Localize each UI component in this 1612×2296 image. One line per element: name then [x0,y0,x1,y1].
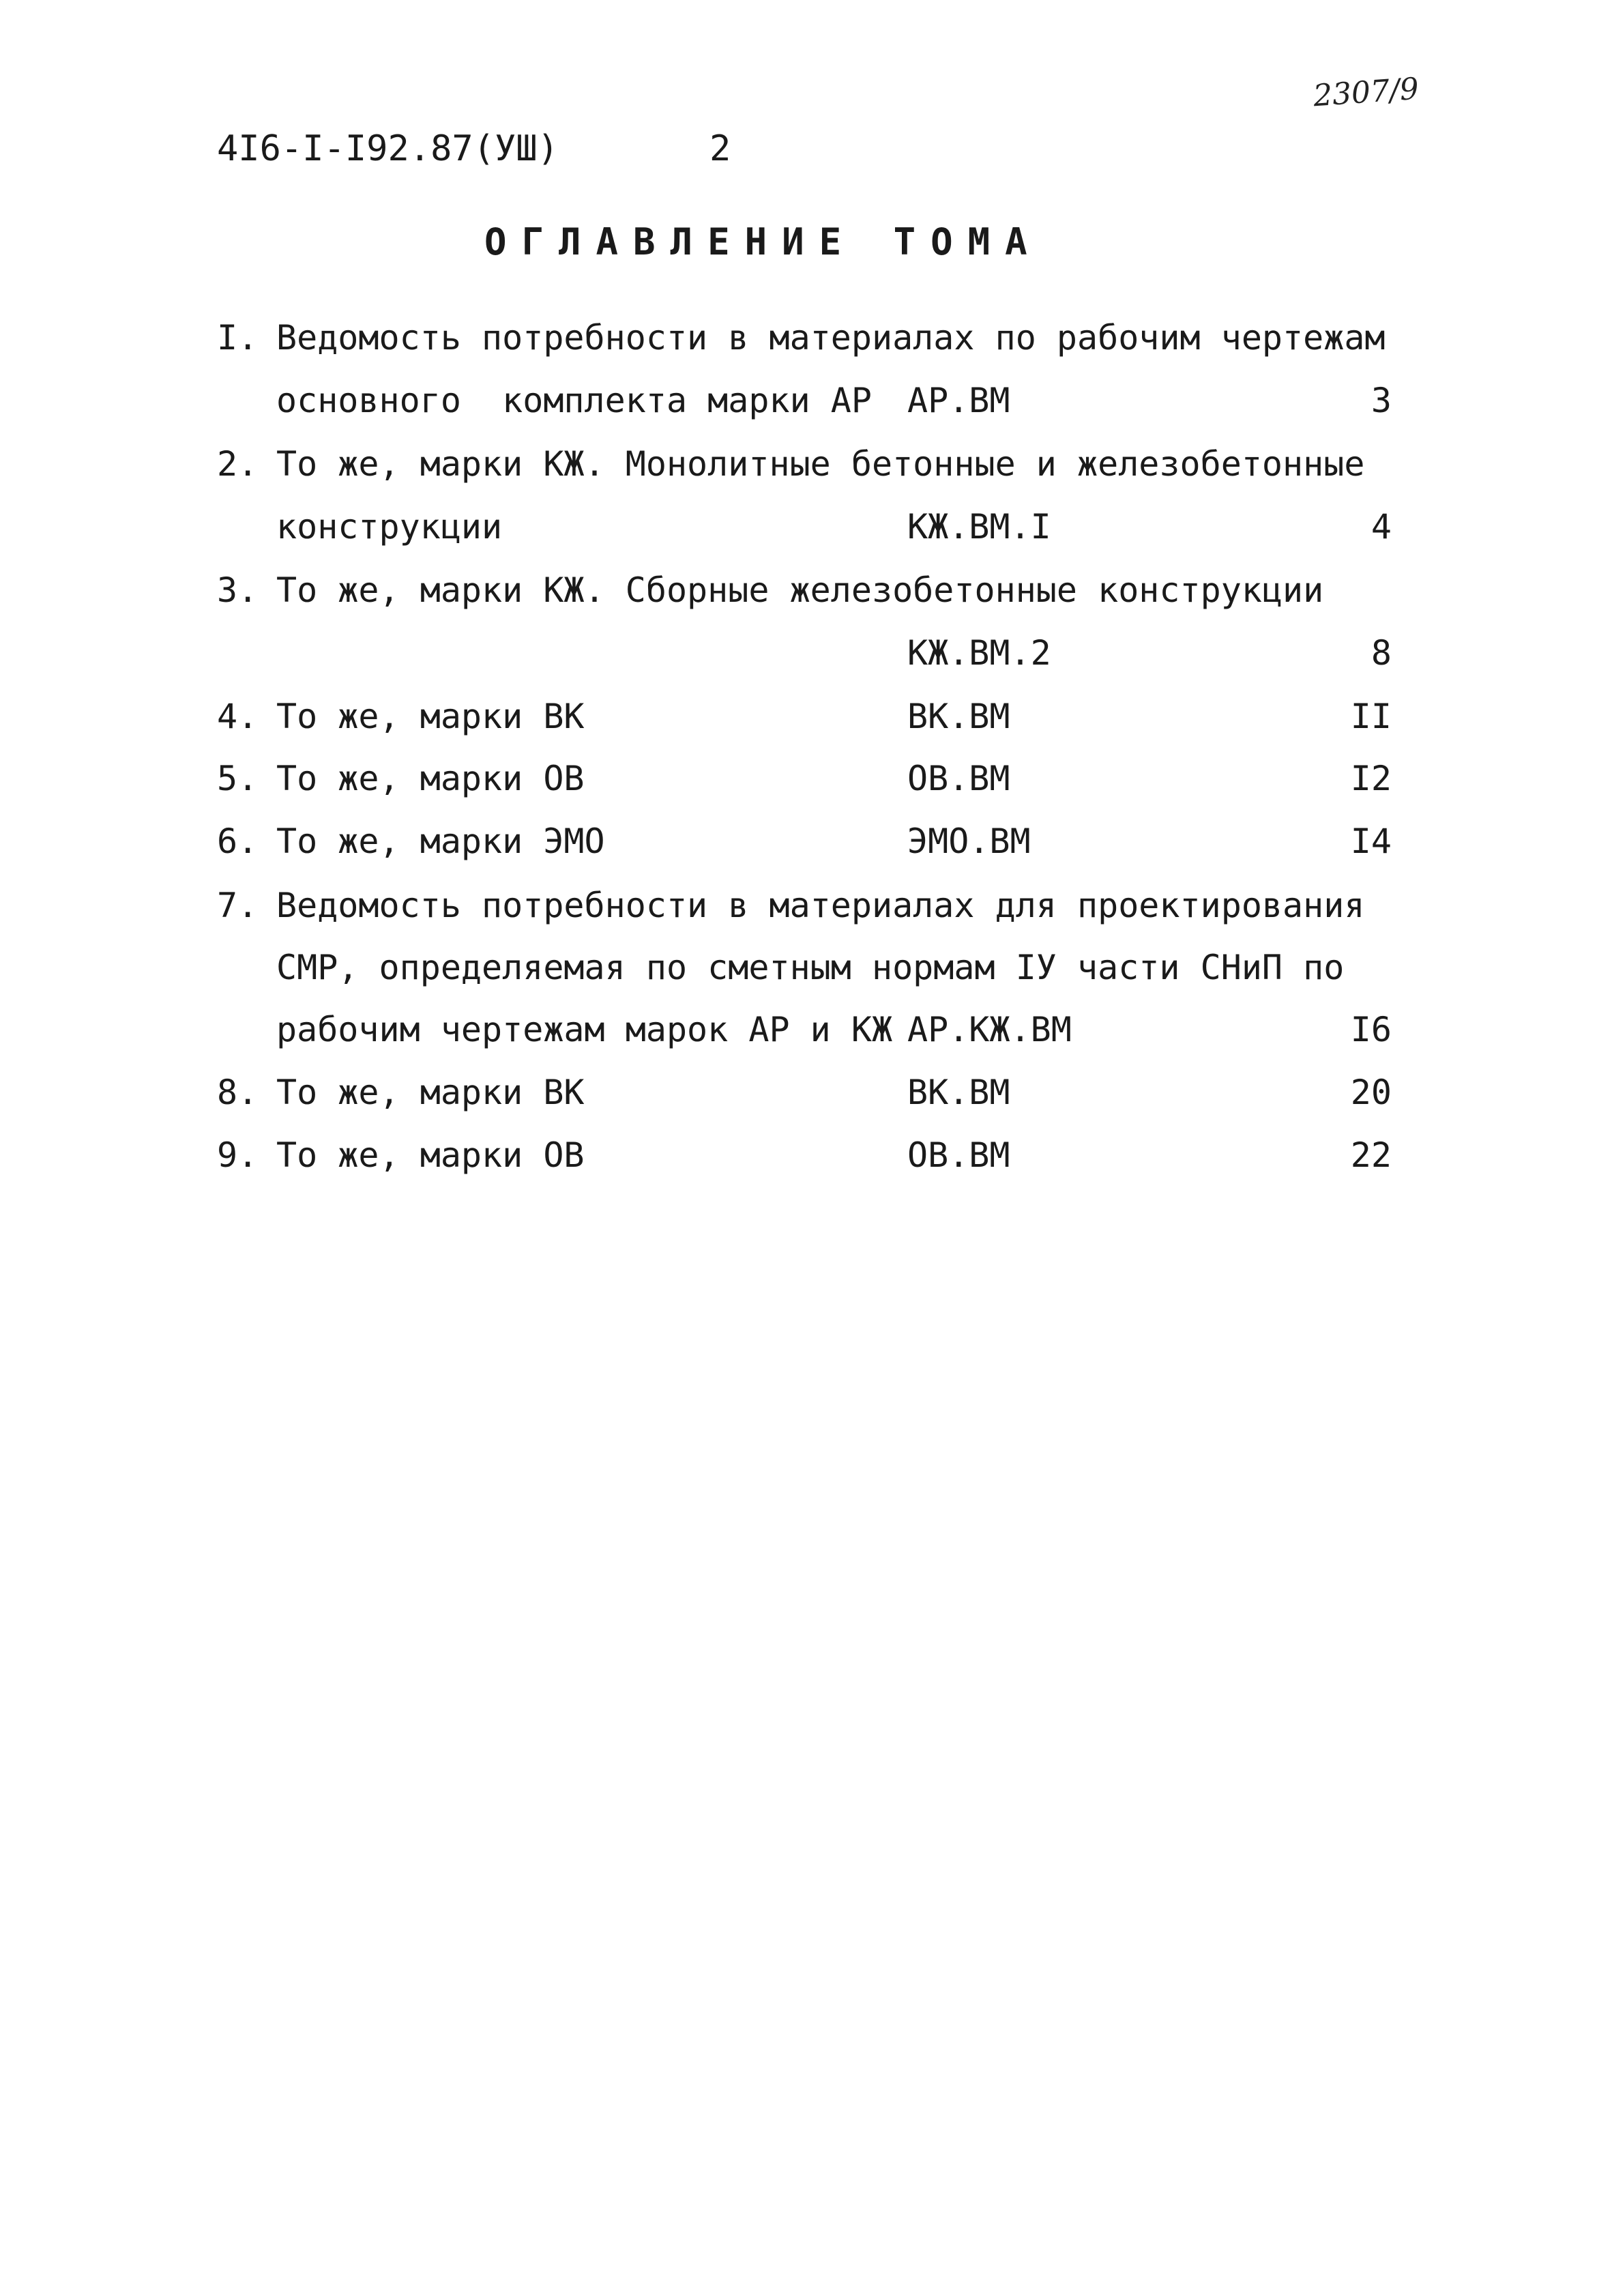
toc-entry-code: АР.ВМ [907,381,1010,420]
toc-entry-page: I6 [1350,1010,1392,1049]
toc-entry-number: 3. [217,570,259,610]
toc-entry-text: То же, марки ОВ [276,759,585,798]
toc-entry-text: Ведомость потребности в материалах по рабочим чертежам [276,318,1386,358]
toc-entry-text: То же, марки ВК [276,697,585,736]
toc-entry-number: 4. [217,697,259,736]
toc-entry-page: I4 [1350,822,1392,861]
page-title: ОГЛАВЛЕНИЕ ТОМА [484,220,1042,263]
toc-entry-text: То же, марки КЖ. Монолитные бетонные и железобетонные [276,444,1365,484]
toc-entry-page: 20 [1350,1073,1392,1112]
toc-entry-number: 9. [217,1135,259,1175]
toc-entry-code: АР.КЖ.ВМ [907,1010,1072,1049]
toc-entry-text: То же, марки ЭМО [276,822,605,861]
toc-entry-code: ВК.ВМ [907,697,1010,736]
toc-entry-number: 5. [217,759,259,798]
toc-entry-text: То же, марки ВК [276,1073,585,1112]
document-code: 4I6-I-I92.87(УШ) [217,128,559,169]
toc-entry-number: 2. [217,444,259,484]
toc-entry-text: То же, марки ОВ [276,1135,585,1175]
handwritten-number: 2307/9 [1312,71,1420,114]
toc-entry-page: 22 [1350,1135,1392,1175]
toc-entry-page: 4 [1371,507,1392,547]
toc-entry-code: ЭМО.ВМ [907,822,1031,861]
toc-entry-text: основного комплекта марки АР [276,381,872,420]
toc-entry-code: ВК.ВМ [907,1073,1010,1112]
toc-entry-page: II [1350,697,1392,736]
toc-entry-code: ОВ.ВМ [907,759,1010,798]
toc-entry-page: 3 [1371,381,1392,420]
toc-entry-number: 7. [217,886,259,925]
toc-entry-text: Ведомость потребности в материалах для проектирования [276,886,1365,925]
toc-entry-code: КЖ.ВМ.2 [907,633,1051,673]
toc-entry-page: I2 [1350,759,1392,798]
toc-entry-number: 8. [217,1073,259,1112]
toc-entry-number: I. [217,318,259,358]
sheet-number: 2 [709,128,731,169]
toc-entry-number: 6. [217,822,259,861]
toc-entry-text: То же, марки КЖ. Сборные железобетонные конструкции [276,570,1324,610]
toc-entry-code: КЖ.ВМ.I [907,507,1051,547]
toc-entry-text: конструкции [276,507,503,547]
toc-entry-text: СМР, определяемая по сметным нормам IУ части СНиП по [276,948,1345,987]
toc-entry-text: рабочим чертежам марок АР и КЖ [276,1010,893,1049]
toc-entry-code: ОВ.ВМ [907,1135,1010,1175]
toc-entry-page: 8 [1371,633,1392,673]
